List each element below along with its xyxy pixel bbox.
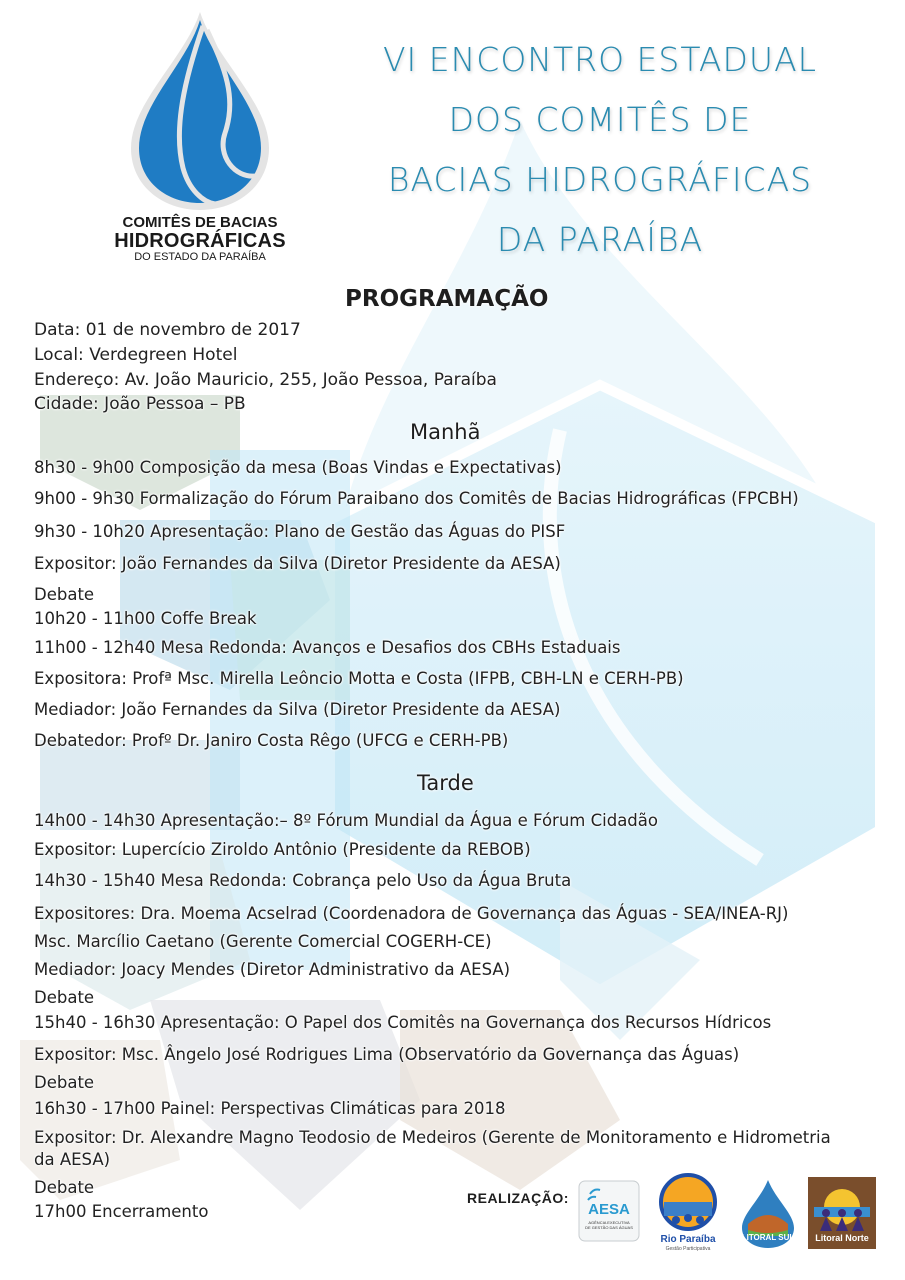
afternoon-heading: Tarde: [417, 771, 474, 795]
schedule-item: Mediador: Joacy Mendes (Diretor Administrativo da AESA): [34, 960, 511, 979]
schedule-item: 11h00 - 12h40 Mesa Redonda: Avanços e Desafios dos CBHs Estaduais: [34, 638, 621, 657]
title-line-1: VI ENCONTRO ESTADUAL: [382, 40, 818, 79]
schedule-item: Debate: [34, 585, 95, 604]
schedule-item: Expositores: Dra. Moema Acselrad (Coordenadora de Governança das Águas - SEA/INEA-RJ): [34, 904, 789, 923]
svg-text:Gestão Participativa: Gestão Participativa: [665, 1246, 711, 1252]
schedule-item: 16h30 - 17h00 Painel: Perspectivas Climáticas para 2018: [34, 1099, 506, 1118]
schedule-item: Expositor: Dr. Alexandre Magno Teodosio de Medeiros (Gerente de Monitoramento e Hidrometria: [34, 1128, 831, 1147]
schedule-item: 9h30 - 10h20 Apresentação: Plano de Gestão das Águas do PISF: [34, 522, 566, 541]
logo-line-3: DO ESTADO DA PARAÍBA: [134, 250, 266, 263]
svg-text:AESA: AESA: [588, 1201, 630, 1218]
realizacao-label: REALIZAÇÃO:: [467, 1190, 569, 1206]
schedule-item: Expositor: Lupercício Ziroldo Antônio (Presidente da REBOB): [34, 840, 531, 859]
schedule-item: 9h00 - 9h30 Formalização do Fórum Paraibano dos Comitês de Bacias Hidrográficas (FPCBH): [34, 489, 799, 508]
schedule-item: Mediador: João Fernandes da Silva (Diretor Presidente da AESA): [34, 700, 561, 719]
event-location: Local: Verdegreen Hotel: [34, 345, 238, 365]
morning-heading: Manhã: [410, 420, 481, 444]
schedule-item: Msc. Marcílio Caetano (Gerente Comercial COGERH-CE): [34, 932, 492, 951]
schedule-item: 14h30 - 15h40 Mesa Redonda: Cobrança pelo Uso da Água Bruta: [34, 871, 572, 890]
event-city: Cidade: João Pessoa – PB: [34, 394, 246, 414]
program-heading: PROGRAMAÇÃO: [345, 286, 549, 312]
schedule-item: 17h00 Encerramento: [34, 1202, 209, 1221]
schedule-item: Expositor: João Fernandes da Silva (Diretor Presidente da AESA): [34, 554, 561, 573]
schedule-item: 14h00 - 14h30 Apresentação:– 8º Fórum Mundial da Água e Fórum Cidadão: [34, 811, 658, 830]
title-line-4: DA PARAÍBA: [496, 220, 704, 259]
schedule-item: da AESA): [34, 1150, 111, 1169]
schedule-item: Debate: [34, 988, 95, 1007]
schedule-item: Debatedor: Profº Dr. Janiro Costa Rêgo (UFCG e CERH-PB): [34, 731, 509, 750]
schedule-item: Debate: [34, 1178, 95, 1197]
svg-text:DE GESTÃO DAS ÁGUAS: DE GESTÃO DAS ÁGUAS: [585, 1225, 633, 1230]
schedule-item: 15h40 - 16h30 Apresentação: O Papel dos Comitês na Governança dos Recursos Hídricos: [34, 1013, 772, 1032]
event-address: Endereço: Av. João Mauricio, 255, João Pessoa, Paraíba: [34, 370, 497, 390]
title-line-2: DOS COMITÊS DE: [448, 100, 752, 139]
svg-text:LITORAL SUL: LITORAL SUL: [741, 1233, 795, 1242]
event-date: Data: 01 de novembro de 2017: [34, 320, 301, 340]
logo-line-1: COMITÊS DE BACIAS: [122, 214, 278, 231]
logo-line-2: HIDROGRÁFICAS: [114, 229, 286, 252]
schedule-item: Debate: [34, 1073, 95, 1092]
svg-text:AGÊNCIA EXECUTIVA: AGÊNCIA EXECUTIVA: [588, 1220, 630, 1225]
svg-text:Litoral Norte: Litoral Norte: [815, 1233, 869, 1243]
schedule-item: Expositor: Msc. Ângelo José Rodrigues Lima (Observatório da Governança das Águas): [34, 1045, 740, 1064]
schedule-item: Expositora: Profª Msc. Mirella Leôncio Motta e Costa (IFPB, CBH-LN e CERH-PB): [34, 669, 684, 688]
svg-text:Rio Paraíba: Rio Paraíba: [660, 1234, 716, 1245]
schedule-item: 10h20 - 11h00 Coffe Break: [34, 609, 257, 628]
schedule-item: 8h30 - 9h00 Composição da mesa (Boas Vindas e Expectativas): [34, 458, 562, 477]
title-line-3: BACIAS HIDROGRÁFICAS: [387, 160, 813, 199]
